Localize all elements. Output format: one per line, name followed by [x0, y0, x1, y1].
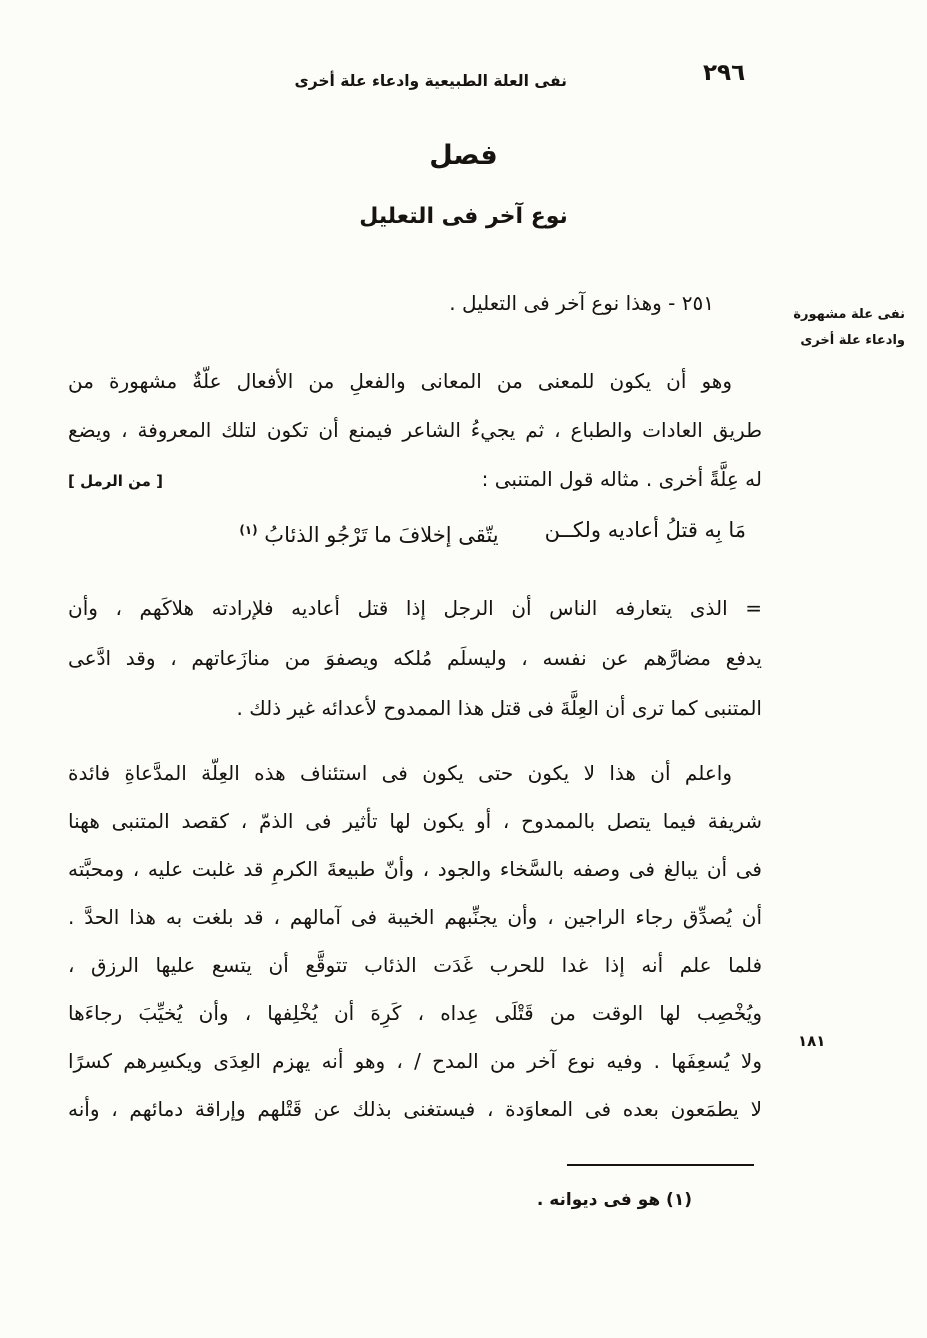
poetry-verse [68, 510, 762, 555]
body-text [68, 283, 762, 1133]
margin-note-line: وادعاء علة أخرى [800, 333, 905, 348]
verse-hemistich-2 [239, 510, 498, 555]
text-line: لا يطمَعون بعده فى المعاوَدة ، فيستغنى بذلك عن قَتْلهم وإراقة دمائهم ، وأنه [68, 1097, 762, 1121]
text-line: وهو أن يكون للمعنى من المعانى والفعلِ من الأفعال علّةٌ مشهورة من [68, 369, 732, 393]
page-number: ٢٩٦ [703, 60, 746, 86]
paragraph-251-opening: ٢٥١ - وهذا نوع آخر فى التعليل . [449, 291, 714, 315]
text-line: فى أن يبالغ فى وصفه بالسَّخاء والجود ، وأنّ طبيعةَ الكرمِ قد غلبت عليه ، ومحبَّته [68, 857, 762, 881]
footnote-reference: (١) [239, 523, 258, 537]
section-heading: فصل [429, 140, 498, 171]
verse-hemistich-1: مَا بِه قتلُ أعاديه ولكــن [544, 518, 746, 542]
paragraph-explanation [68, 583, 762, 733]
text-line: طريق العادات والطباع ، ثم يجيءُ الشاعر فيمنع أن تكون لتلك المعروفة ، ويضع [68, 418, 762, 442]
verse-hemistich-2-text: يتّقى إخلافَ ما تَرْجُو الذئابُ [264, 523, 499, 547]
paragraph-intro [68, 357, 762, 506]
folio-number: ١٨١ [798, 1032, 826, 1050]
text-line: يدفع مضارَّهم عن نفسه ، وليسلَم مُلكه ويصفوَ من منازَعاتهم ، وقد ادَّعى [68, 646, 762, 670]
text-line: المتنبى كما ترى أن العِلَّةَ فى قتل هذا الممدوح لأعدائه غير ذلك . [236, 696, 762, 720]
margin-note-line: نفى علة مشهورة [793, 307, 905, 322]
text-line: فلما علم أنه إذا غدا للحرب غَدَت الذئاب تتوقَّع أن يتسع عليها الرزق ، [68, 953, 762, 977]
footnote-separator [567, 1164, 754, 1166]
text-line: ويُخْصِب لها الوقت من قَتْلَى عِداه ، كَرِهَ أن يُخْلِفها ، وأن يُخيِّبَ رجاءَها [68, 1001, 762, 1025]
paragraph-comment [68, 749, 762, 1133]
text-line-with-meter [68, 455, 762, 506]
text-line: له عِلَّةً أخرى . مثاله قول المتنبى : [481, 467, 762, 491]
text-line: = الذى يتعارفه الناس أن الرجل إذا قتل أعاديه فلإرادته هلاكَهم ، وأن [68, 596, 762, 620]
section-subheading: نوع آخر فى التعليل [359, 204, 568, 229]
text-line: ولا يُسعِفَها . وفيه نوع آخر من المدح / ، وهو أنه يهزم العِدَى ويكسِرهم كسرًا [68, 1049, 762, 1073]
text-line: أن يُصدِّق رجاء الراجين ، وأن يجنِّبهم الخيبة فى آمالهم ، قد بلغت به هذا الحدَّ . [68, 905, 762, 929]
text-line: شريفة فيما يتصل بالممدوح ، أو يكون لها تأثير فى الذمّ ، كقصد المتنبى ههنا [68, 809, 762, 833]
meter-label: [ من الرمل ] [68, 472, 163, 490]
margin-note [777, 302, 905, 354]
running-head-title: نفى العلة الطبيعية وادعاء علة أخرى [294, 72, 567, 90]
footnote-text: (١) هو فى ديوانه . [536, 1190, 692, 1210]
text-line: واعلم أن هذا لا يكون حتى يكون فى استئناف هذه العِلّة المدَّعاةِ فائدة [68, 761, 732, 785]
